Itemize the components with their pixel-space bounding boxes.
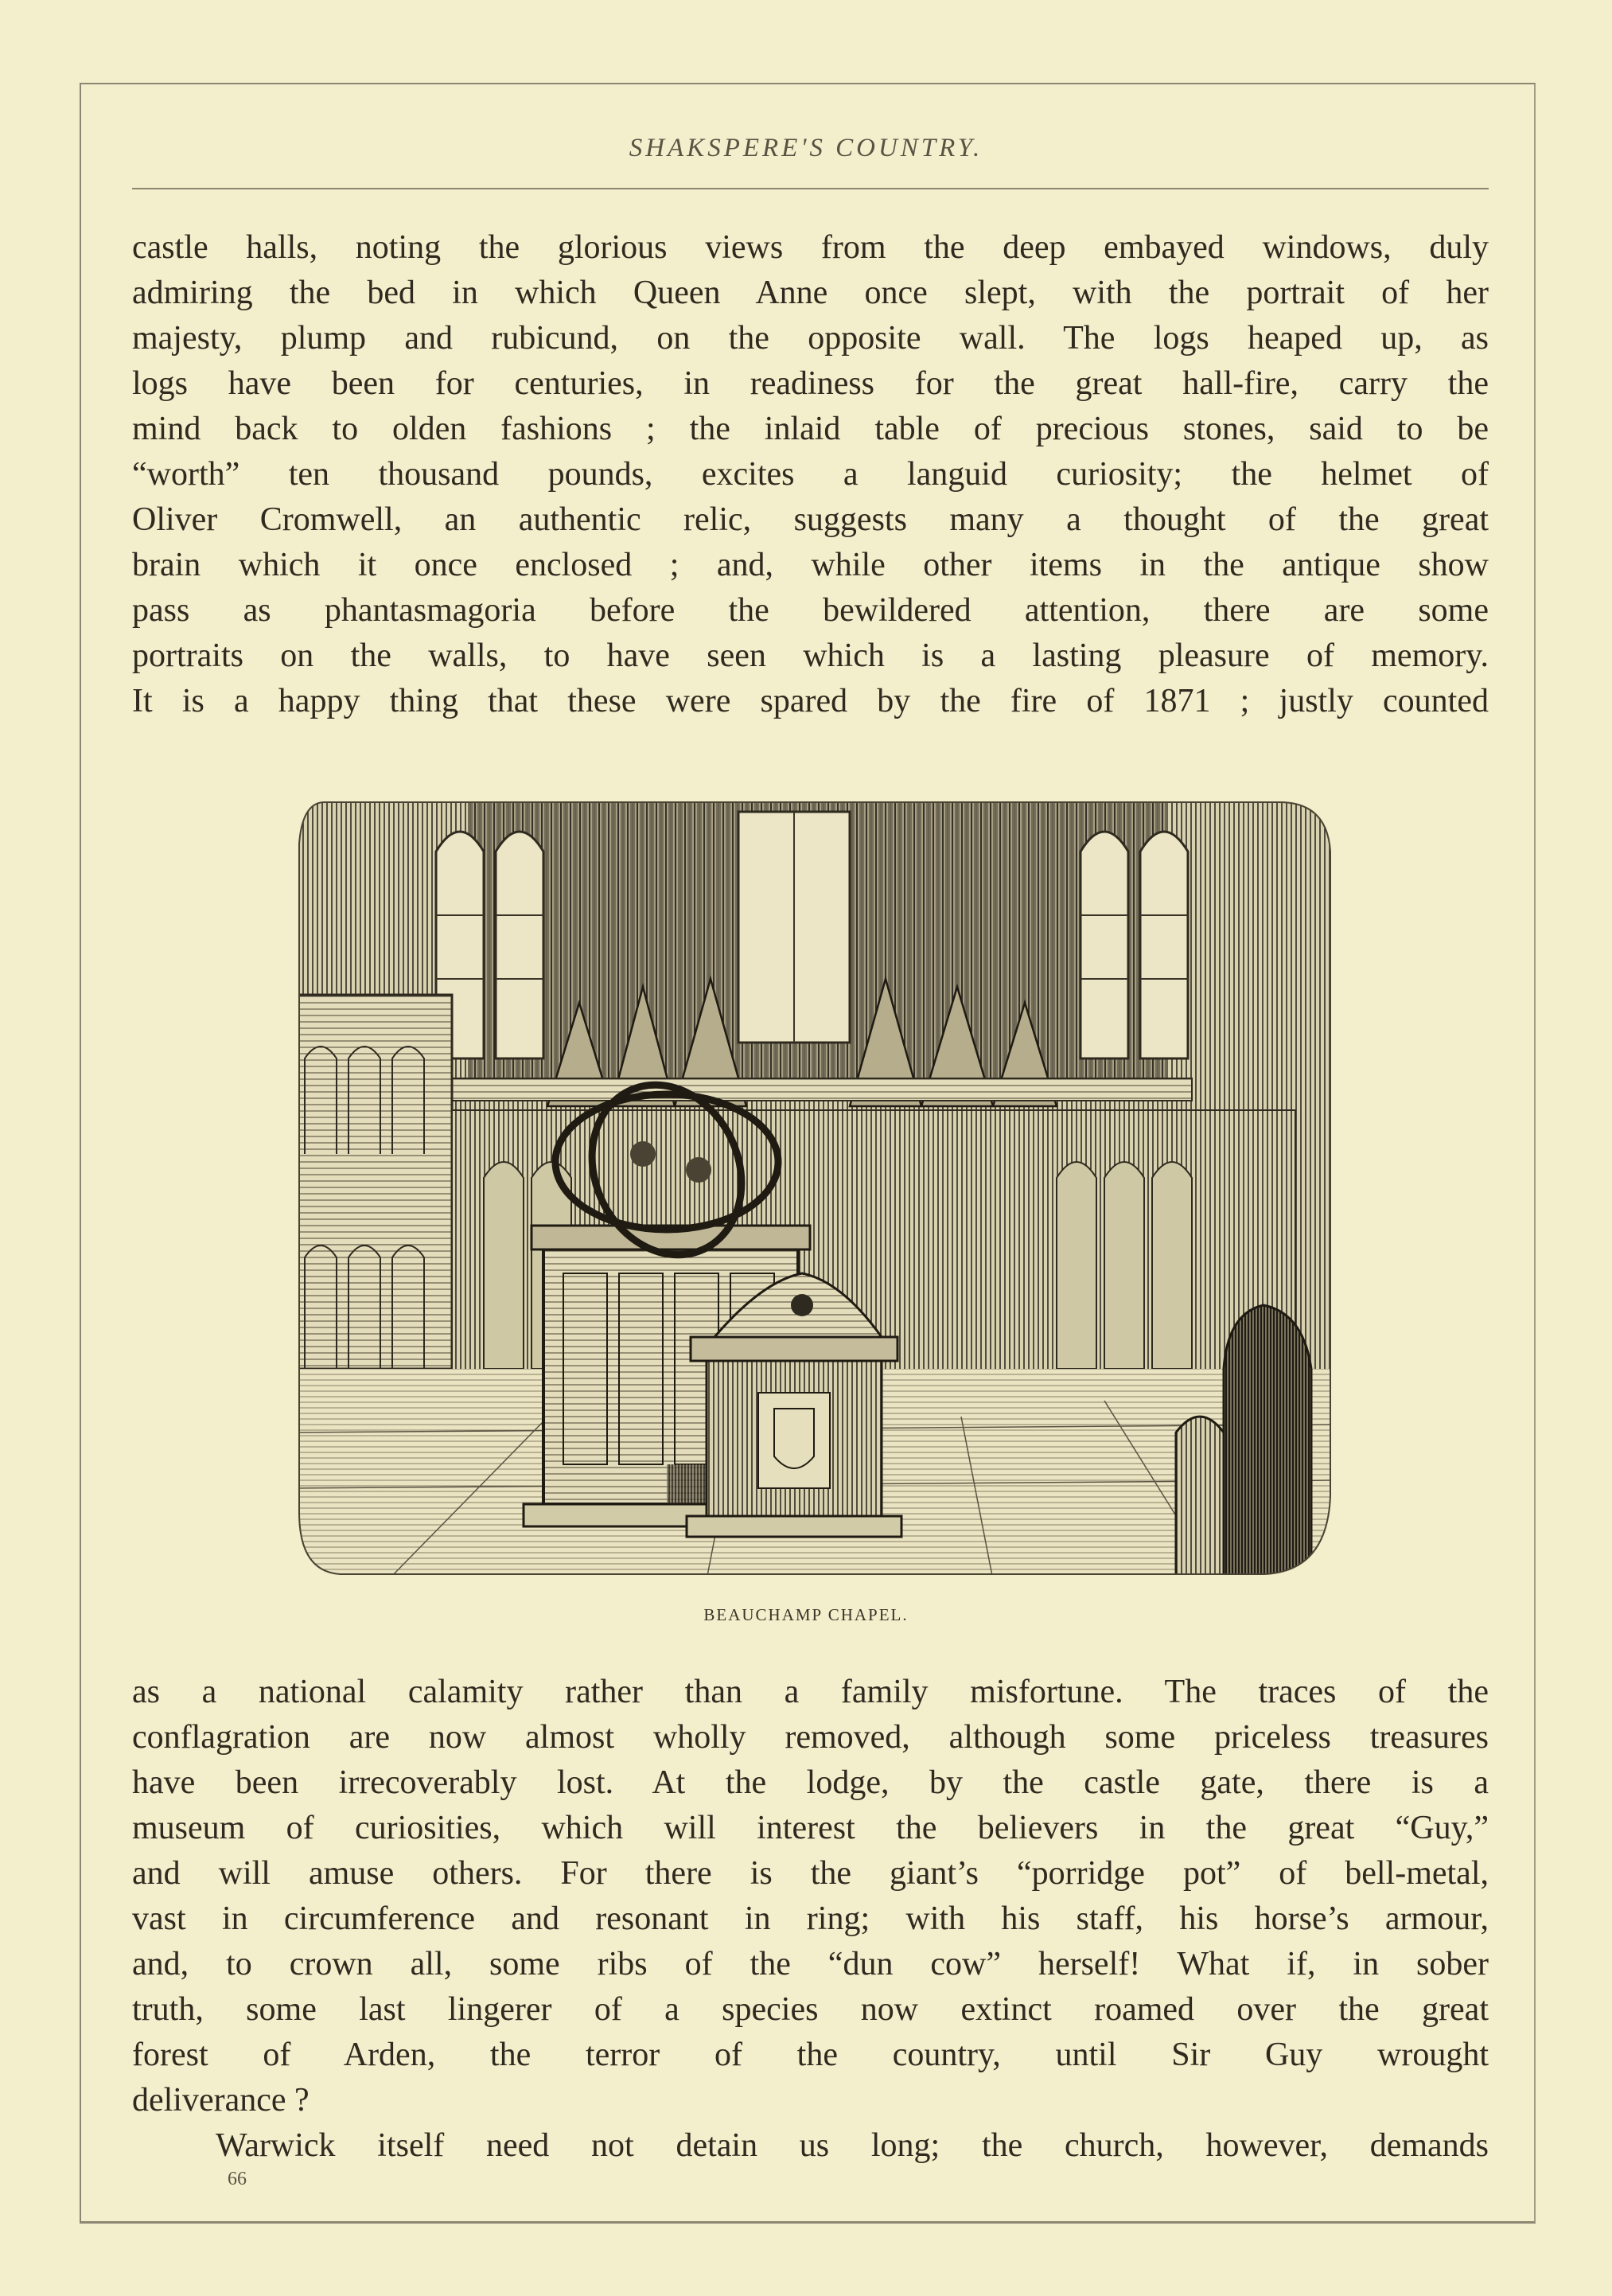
text-line: deliverance ? [132, 2082, 310, 2119]
running-head: SHAKSPERE'S COUNTRY. [629, 134, 983, 162]
text-line: conflagration are now almost wholly removed, although some priceless treasures [132, 1719, 1489, 1756]
text-line: mind back to olden fashions ; the inlaid table of precious stones, said to be [132, 411, 1489, 447]
text-line: Oliver Cromwell, an authentic relic, suggests many a thought of the great [132, 501, 1489, 538]
text-line: have been irrecoverably lost. At the lodge, by the castle gate, there is a [132, 1764, 1489, 1801]
text-line: and, to crown all, some ribs of the “dun cow” herself! What if, in sober [132, 1946, 1489, 1982]
header-rule [132, 188, 1489, 189]
text-line: It is a happy thing that these were spared by the fire of 1871 ; justly counted [132, 683, 1489, 719]
text-line: “worth” ten thousand pounds, excites a languid curiosity; the helmet of [132, 456, 1489, 493]
text-line: forest of Arden, the terror of the country, until Sir Guy wrought [132, 2037, 1489, 2073]
text-line: majesty, plump and rubicund, on the opposite wall. The logs heaped up, as [132, 320, 1489, 357]
paragraph-next-line: Warwick itself need not detain us long; the church, however, demands [216, 2127, 1489, 2164]
text-line: as a national calamity rather than a family misfortune. The traces of the [132, 1674, 1489, 1710]
text-line: pass as phantasmagoria before the bewildered attention, there are some [132, 592, 1489, 629]
engraving-beauchamp-chapel [293, 796, 1337, 1580]
text-line: vast in circumference and resonant in ring; with his staff, his horse’s armour, [132, 1900, 1489, 1937]
page-number: 66 [228, 2169, 247, 2189]
text-line: admiring the bed in which Queen Anne once slept, with the portrait of her [132, 275, 1489, 311]
text-line: museum of curiosities, which will interest the believers in the great “Guy,” [132, 1810, 1489, 1846]
text-line: truth, some last lingerer of a species now extinct roamed over the great [132, 1991, 1489, 2028]
paragraph-bottom [132, 1670, 1489, 2169]
text-line: brain which it once enclosed ; and, while other items in the antique show [132, 547, 1489, 583]
text-line: castle halls, noting the glorious views from the deep embayed windows, duly [132, 229, 1489, 266]
figure-caption: BEAUCHAMP CHAPEL. [703, 1605, 909, 1624]
text-line: and will amuse others. For there is the giant’s “porridge pot” of bell-metal, [132, 1855, 1489, 1892]
text-line: logs have been for centuries, in readiness for the great hall-fire, carry the [132, 365, 1489, 402]
text-line: portraits on the walls, to have seen which is a lasting pleasure of memory. [132, 637, 1489, 674]
paragraph-top [132, 225, 1489, 724]
